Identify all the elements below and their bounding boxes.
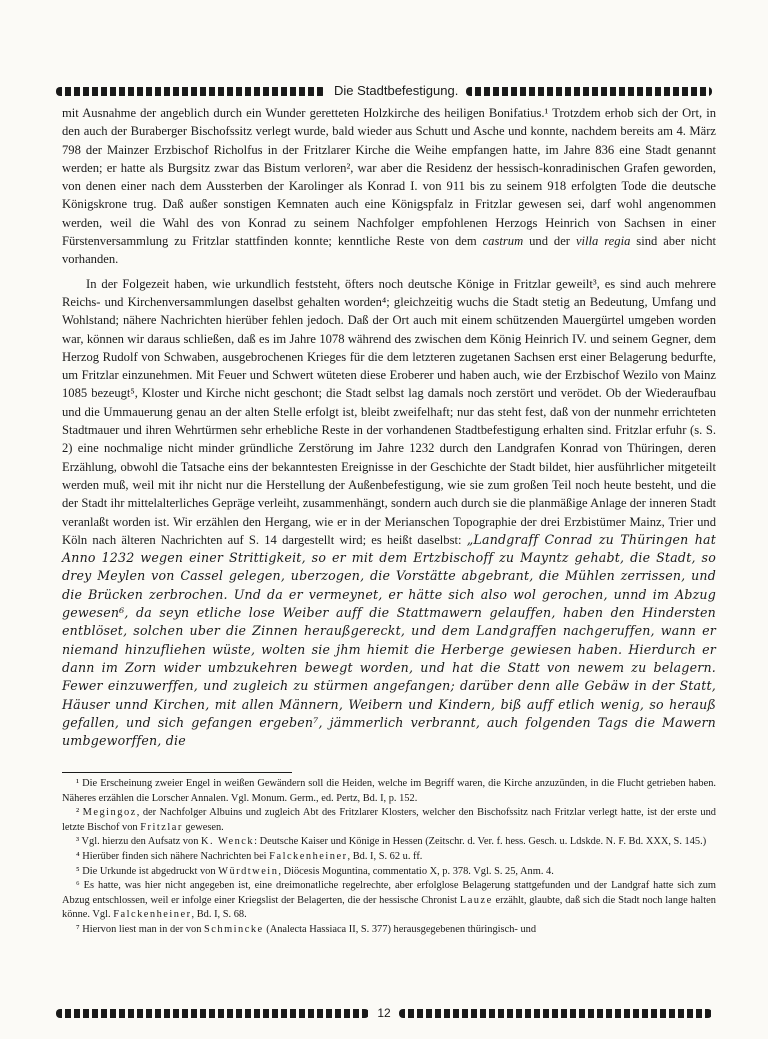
ornament-right <box>466 87 712 96</box>
footnote-2: ² Megingoz, der Nachfolger Albuins und zugleich Abt des Fritzlarer Klosters, welcher den Bischofssitz nach Fritzlar verlegt hatte, ist der erste und letzte Bischof von Fritzlar gewesen. <box>62 807 717 833</box>
running-header <box>56 82 712 100</box>
page-number: 12 <box>377 1006 391 1020</box>
page-footer <box>56 1006 712 1020</box>
footnote-3: ³ Vgl. hierzu den Aufsatz von K. Wenck: Deutsche Kaiser und Könige in Hessen (Zeitschr. d. Ver. f. hess. Gesch. u. Ldskde. N. F. Bd. XXX, S. 145.) <box>76 836 707 848</box>
ornament-right <box>399 1009 712 1018</box>
ornament-left <box>56 1009 369 1018</box>
footnote-4: ⁴ Hierüber finden sich nähere Nachrichten bei Falckenheiner, Bd. I, S. 62 u. ff. <box>76 850 423 862</box>
latin-term: castrum <box>482 234 524 249</box>
running-title: Die Stadtbefestigung. <box>334 83 459 98</box>
footnote-rule <box>62 772 292 773</box>
footnote-1: ¹ Die Erscheinung zweier Engel in weißen Gewändern soll die Heiden, welche im Begriff waren, die Kirche anzuzünden, in die Flucht getrieben haben. Näheres erzählen die Lorscher Annalen. Vgl. Monum. Germ., ed. Pertz, Bd. I, p. 152. <box>62 778 716 804</box>
merian-quotation: „Landgraff Conrad zu Thüringen hat Anno 1232 wegen einer Strittigkeit, so er mit dem Ertzbischoff zu Mayntz gehabt, die Stadt, so drey Meylen von Cassel gelegen, uberzogen, die Vorstätte abgebrant, die Mühlen zerrissen, und die Brücken zerbrochen. Und da er vermeynet, er hätte sich also wol gerochen, unnd im Abzug gewesen⁶, da seyn etliche lose Weiber auff die Stattmawern gelauffen, haben den Hindersten entblöset, solchen uber die Zinnen heraußgereckt, und dem Landgraffen nachgeruffen, wann er niemand hinzufliehen wüste, wolten sie jhm hiemit die Herberge gewiesen haben. Hierdurch er dann im Zorn wider umbzukehren bewegt worden, und hat die Statt von newem zu belagern. Fewer einzuwerffen, und zugleich zu stürmen angefangen; darüber denn alle Gebäw in der Statt, Häuser unnd Kirchen, mit allen Männern, Weibern und Kindern, biß auff etlich wenig, so herauß gefallen, und sich gefangen ergeben⁷, jämmerlich verbrannt, auch folgenden Tags die Mawern umbgeworffen, die <box>62 531 717 749</box>
footnote-6: ⁶ Es hatte, was hier nicht angegeben ist, eine dreimonatliche regelrechte, aber erfolglose Belagerung stattgefunden und der Landgraf hatte sich zum Abzug entschlossen, weil er infolge einer Kriegslist der Belagerten, die der hessische Chronist Lauze erzählt, glaubte, daß sich die Stadt noch lange halten könne. Vgl. Falckenheiner, Bd. I, S. 68. <box>62 880 716 921</box>
ornament-left <box>56 87 326 96</box>
main-text <box>62 104 716 750</box>
footnote-5: ⁵ Die Urkunde ist abgedruckt von Würdtwein, Diöcesis Moguntina, commentatio X, p. 378. Vgl. S. 25, Anm. 4. <box>76 865 554 877</box>
latin-term: villa regia <box>575 234 631 249</box>
paragraph-2: In der Folgezeit haben, wie urkundlich feststeht, öfters noch deutsche Könige in Fritzlar geweilt³, es sind auch mehrere Reichs- und Kirchenversammlungen daselbst gehalten worden⁴; gleichzeitig wuchs die Stadt stetig an Bedeutung, Umfang und Wohlstand; nähere Nachrichten hierüber fehlen jedoch. Daß der Ort auch mit einem schützenden Mauergürtel umgeben worden war, können wir daraus schließen, daß es im Jahre 1078 während des zwischen dem König Heinrich IV. und seinem Gegner, dem Herzog Rudolf von Schwaben, ausgebrochenen Krieges für die dem letzteren zugetanen Sachsen erst einer Belagerung bedurfte, um Fritzlar einzunehmen. Mit Feuer und Schwert wüteten diese Eroberer und haben auch, wie der Erzbischof Wezilo von Mainz 1085 bezeugt⁵, Kloster und Kirche nicht geschont; die Stadt selbst lag damals noch zerstört und verödet. Ob der Wiederaufbau und die Ummauerung genau an der alten Stelle erfolgt ist, bleibt zweifelhaft; nur das steht fest, daß von der nunmehr errichteten Stadtmauer und ihren Wehrtürmen sehr erhebliche Reste in der vorhandenen Stadtbefestigung erhalten sind. Fritzlar erfuhr (s. S. 2) eine nochmalige nicht minder gründliche Zerstörung im Jahre 1232 durch den Landgrafen Konrad von Thüringen, deren Erzählung, obwohl die Tatsache eins der bekanntesten Ereignisse in der Geschichte der Stadt bildet, hier ausführlicher mitgeteilt werden muß, weil mit ihr nicht nur die Herstellung der Außenbefestigung, wie sie zum großen Teil noch heute besteht, und die der Stadt ihr mittelalterliches Gepräge verleiht, zusammenhängt, sondern auch durch sie die planmäßige Anlage der inneren Stadt veranlaßt worden ist. Wir erzählen den Hergang, wie er in der Merianschen Topographie der drei Erzbistümer Mainz, Trier und Köln nach älteren Nachrichten auf S. 14 dargestellt wird; es heißt daselbst: „Landgraff Conrad zu Thüringen hat Anno 1232 wegen einer Strittigkeit, so er mit dem Ertzbischoff zu Mayntz gehabt, die Stadt, so drey Meylen von Cassel gelegen, uberzogen, die Vorstätte abgebrant, die Mühlen zerrissen, und die Brücken zerbrochen. Und da er vermeynet, er hätte sich also wol gerochen, unnd im Abzug gewesen⁶, da seyn etliche lose Weiber auff die Stattmawern gelauffen, haben den Hindersten entblöset, solchen uber die Zinnen heraußgereckt, und dem Landgraffen nachgeruffen, wann er niemand hinzufliehen wüste, wolten sie jhm hiemit die Herberge gewiesen haben. Hierdurch er dann im Zorn wider umbzukehren bewegt worden, und hat die Statt von newem zu belagern. Fewer einzuwerffen, und zugleich zu stürmen angefangen; darüber denn alle Gebäw in der Statt, Häuser unnd Kirchen, mit allen Männern, Weibern und Kindern, biß auff etlich wenig, so herauß gefallen, und sich gefangen ergeben⁷, jämmerlich verbrannt, auch folgenden Tags die Mawern umbgeworffen, die <box>62 276 717 749</box>
footnote-7: ⁷ Hiervon liest man in der von Schmincke (Analecta Hassiaca II, S. 377) herausgegebenen thüringisch- und <box>76 923 537 935</box>
paragraph-1: mit Ausnahme der angeblich durch ein Wunder geretteten Holzkirche des heiligen Bonifatius.¹ Trotzdem erhob sich der Ort, in den auch der Buraberger Bischofssitz verlegt wurde, bald wieder aus Schutt und Asche und konnte, nachdem bereits am 4. März 798 der Mainzer Erzbischof Richolfus in der Fritzlarer Kirche die Weihe empfangen hatte, im Jahre 836 eine Stadt genannt werden; er hatte als Burgsitz zwar das Bistum verloren², war aber die Residenz der hessisch-konradinischen Grafen geworden, von denen einer nach dem Aussterben der Karolinger als Konrad I. von 911 bis zu seinem 918 erfolgten Tode die deutsche Königskrone trug. Daß außer sonstigen Kemnaten auch eine Königspfalz in Fritzlar gewesen sei, darf wohl angenommen werden, weil die Wahl des von Konrad zu seinem Nachfolger empfohlenen Herzogs Heinrich von Sachsen in einer Fürstenversammlung zu Fritzlar stattfinden konnte; kenntliche Reste von dem castrum und der villa regia sind aber nicht vorhanden. <box>62 106 717 267</box>
footnotes <box>62 777 716 938</box>
